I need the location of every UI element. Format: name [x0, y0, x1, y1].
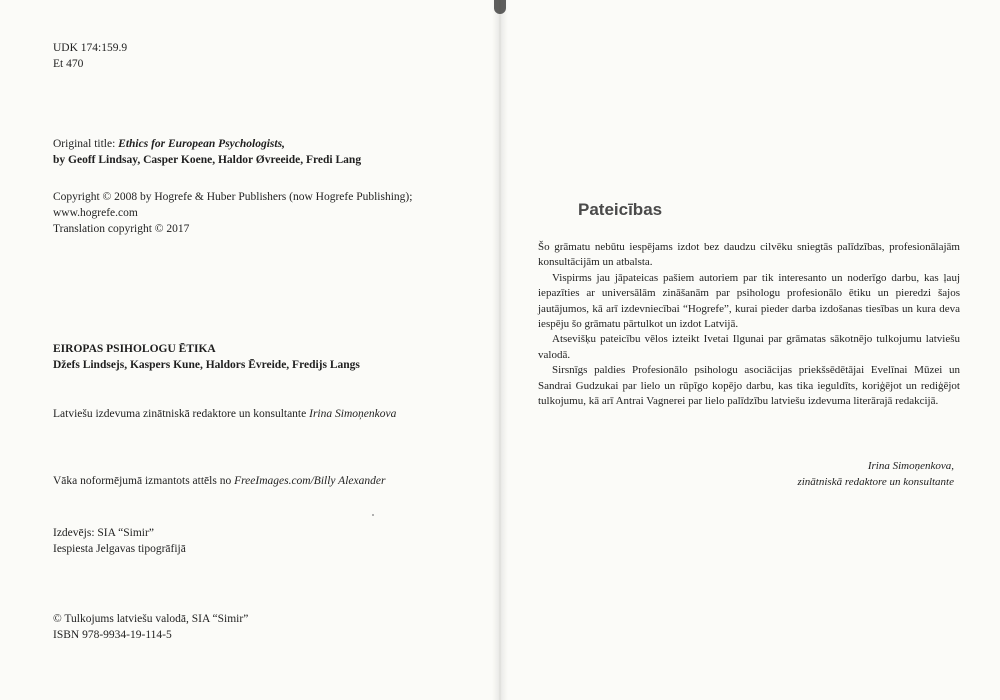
- paragraph: Šo grāmatu nebūtu iespējams izdot bez daudzu cilvēku sniegtās palīdzības, profesionālajām konsultācijām un atbalsta.: [538, 241, 960, 269]
- original-title-line: [53, 136, 285, 152]
- signature-name: Irina Simoņenkova,: [867, 460, 954, 472]
- original-title-label: Original title:: [53, 138, 119, 150]
- paragraph: Vispirms jau jāpateicas pašiem autoriem par tik interesanto un noderīgo darbu, kas ļauj iepazīties ar universālām zināšanām par psihologu profesionālo ētiku un pieredzi šajos jautājumos, kā arī izdevniecībai “Hogrefe”, kurai pieder darba izdošanas tiesības un kura deva iespēju šo grāmatu pārtulkot un izdot Latvijā.: [538, 271, 960, 331]
- page-heading: Pateicības: [578, 200, 663, 219]
- editor-label: Latviešu izdevuma zinātniskā redaktore un konsultante: [53, 408, 310, 420]
- editor-name: Irina Simoņenkova: [309, 408, 397, 420]
- printer: Iespiesta Jelgavas tipogrāfijā: [53, 543, 186, 555]
- latvian-title: EIROPAS PSIHOLOGU ĒTIKA: [53, 343, 216, 355]
- translation-copyright: Translation copyright © 2017: [53, 223, 190, 235]
- original-authors: by Geoff Lindsay, Casper Koene, Haldor Øvreeide, Fredi Lang: [53, 154, 362, 166]
- paragraph: Atsevišķu pateicību vēlos izteikt Ivetai Ilgunai par grāmatas sākotnējo tulkojumu latviešu valodā.: [538, 333, 960, 361]
- isbn: ISBN 978-9934-19-114-5: [53, 629, 172, 641]
- original-title: Ethics for European Psychologists,: [118, 138, 285, 150]
- signature: [797, 459, 954, 490]
- editor-line: [53, 406, 396, 422]
- cover-label: Vāka noformējumā izmantots attēls no: [53, 475, 235, 487]
- book-gutter: [492, 0, 508, 700]
- et-code: Et 470: [53, 58, 84, 70]
- latvian-authors: Džefs Lindsejs, Kaspers Kune, Haldors Ēvreide, Fredijs Langs: [53, 359, 360, 371]
- cover-line: [53, 473, 385, 489]
- cover-source: FreeImages.com/Billy Alexander: [234, 475, 386, 487]
- acknowledgements-text: [538, 240, 960, 409]
- right-page: [508, 0, 1000, 700]
- paper-speck: [372, 514, 374, 516]
- publisher: Izdevējs: SIA “Simir”: [53, 527, 154, 539]
- website: www.hogrefe.com: [53, 207, 138, 219]
- binding-clip: [494, 0, 506, 14]
- copyright-line: Copyright © 2008 by Hogrefe & Huber Publishers (now Hogrefe Publishing);: [53, 191, 413, 203]
- translation-rights: © Tulkojums latviešu valodā, SIA “Simir”: [53, 613, 249, 625]
- paragraph: Sirsnīgs paldies Profesionālo psihologu asociācijas priekšsēdētājai Evelīnai Mūzei un Sandrai Gudzukai par lielo un rūpīgo kopējo darbu, kas tika ieguldīts, koriģējot un rediģējot tulkojumu, kā arī Antrai Vagnerei par lielo palīdzību latviešu izdevuma literārajā redakcijā.: [538, 364, 960, 408]
- left-page: [0, 0, 492, 700]
- signature-title: zinātniskā redaktore un konsultante: [797, 475, 954, 488]
- udk-code: UDK 174:159.9: [53, 42, 128, 54]
